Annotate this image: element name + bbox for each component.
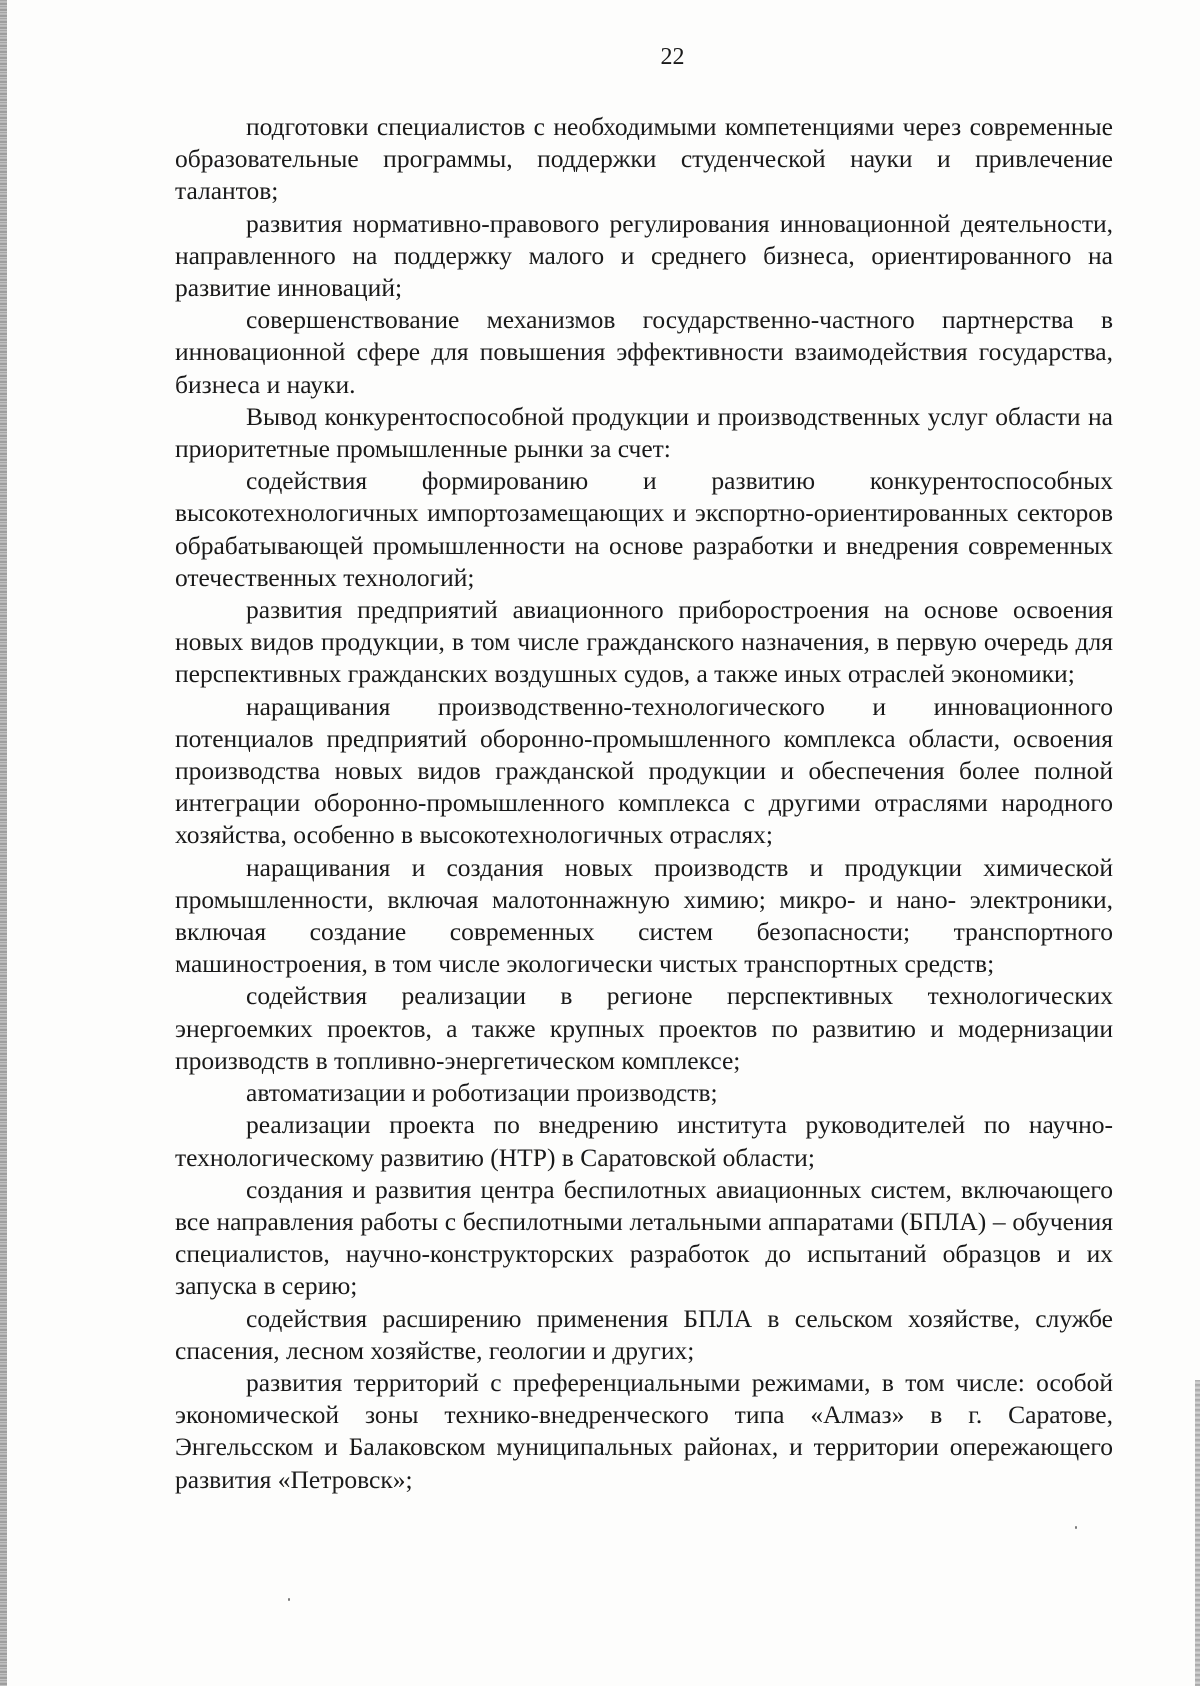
paragraph: содействия реализации в регионе перспективных технологических энергоемких проектов, а также крупных проектов по развитию и модернизации производств в топливно-энергетическом комплексе; bbox=[175, 981, 1113, 1075]
paragraph: подготовки специалистов с необходимыми компетенциями через современные образовательные программы, поддержки студенческой науки и привлечение талантов; bbox=[175, 112, 1113, 206]
scan-edge-right bbox=[1195, 1380, 1200, 1686]
page-number: 22 bbox=[660, 44, 685, 70]
paragraph: автоматизации и роботизации производств; bbox=[246, 1078, 718, 1108]
paragraph: совершенствование механизмов государственно-частного партнерства в инновационной сфере для повышения эффективности взаимодействия государства, бизнеса и науки. bbox=[175, 305, 1113, 399]
scan-speck bbox=[1075, 1526, 1077, 1529]
paragraph: развития предприятий авиационного приборостроения на основе освоения новых видов продукции, в том числе гражданского назначения, в первую очередь для перспективных гражданских воздушных судов, а также иных отраслей экономики; bbox=[175, 595, 1113, 689]
scan-edge-left bbox=[0, 0, 7, 1686]
paragraph: содействия расширению применения БПЛА в сельском хозяйстве, службе спасения, лесном хозяйстве, геологии и других; bbox=[175, 1303, 1113, 1365]
paragraph: содействия формированию и развитию конкурентоспособных высокотехнологичных импортозамещающих и экспортно-ориентированных секторов обрабатывающей промышленности на основе разработки и внедрения современных отечественных технологий; bbox=[175, 466, 1113, 592]
scan-speck bbox=[288, 1598, 290, 1601]
paragraph: наращивания и создания новых производств и продукции химической промышленности, включая малотоннажную химию; микро- и нано- электроники, включая создание современных систем безопасности; транспортного машиностроения, в том числе экологически чистых транспортных средств; bbox=[175, 852, 1113, 979]
paragraph: развития нормативно-правового регулирования инновационной деятельности, направленного на поддержку малого и среднего бизнеса, ориентированного на развитие инноваций; bbox=[175, 208, 1113, 303]
body-text bbox=[175, 111, 1113, 1496]
paragraph: Вывод конкурентоспособной продукции и производственных услуг области на приоритетные промышленные рынки за счет: bbox=[175, 401, 1113, 464]
paragraph: наращивания производственно-технологического и инновационного потенциалов предприятий оборонно-промышленного комплекса области, освоения производства новых видов гражданской продукции и обеспечения более полной интеграции оборонно-промышленного комплекса с другими отраслями народного хозяйства, особенно в высокотехнологичных отраслях; bbox=[175, 691, 1113, 850]
paragraph: реализации проекта по внедрению института руководителей по научно-технологическому развитию (НТР) в Саратовской области; bbox=[175, 1110, 1113, 1172]
paragraph: создания и развития центра беспилотных авиационных систем, включающего все направления работы с беспилотными летальными аппаратами (БПЛА) – обучения специалистов, научно-конструкторских разработок до испытаний образцов и их запуска в серию; bbox=[175, 1174, 1113, 1301]
paragraph: развития территорий с преференциальными режимами, в том числе: особой экономической зоны технико-внедренческого типа «Алмаз» в г. Саратове, Энгельсском и Балаковском муниципальных районах, и территории опережающего развития «Петровск»; bbox=[175, 1367, 1113, 1494]
